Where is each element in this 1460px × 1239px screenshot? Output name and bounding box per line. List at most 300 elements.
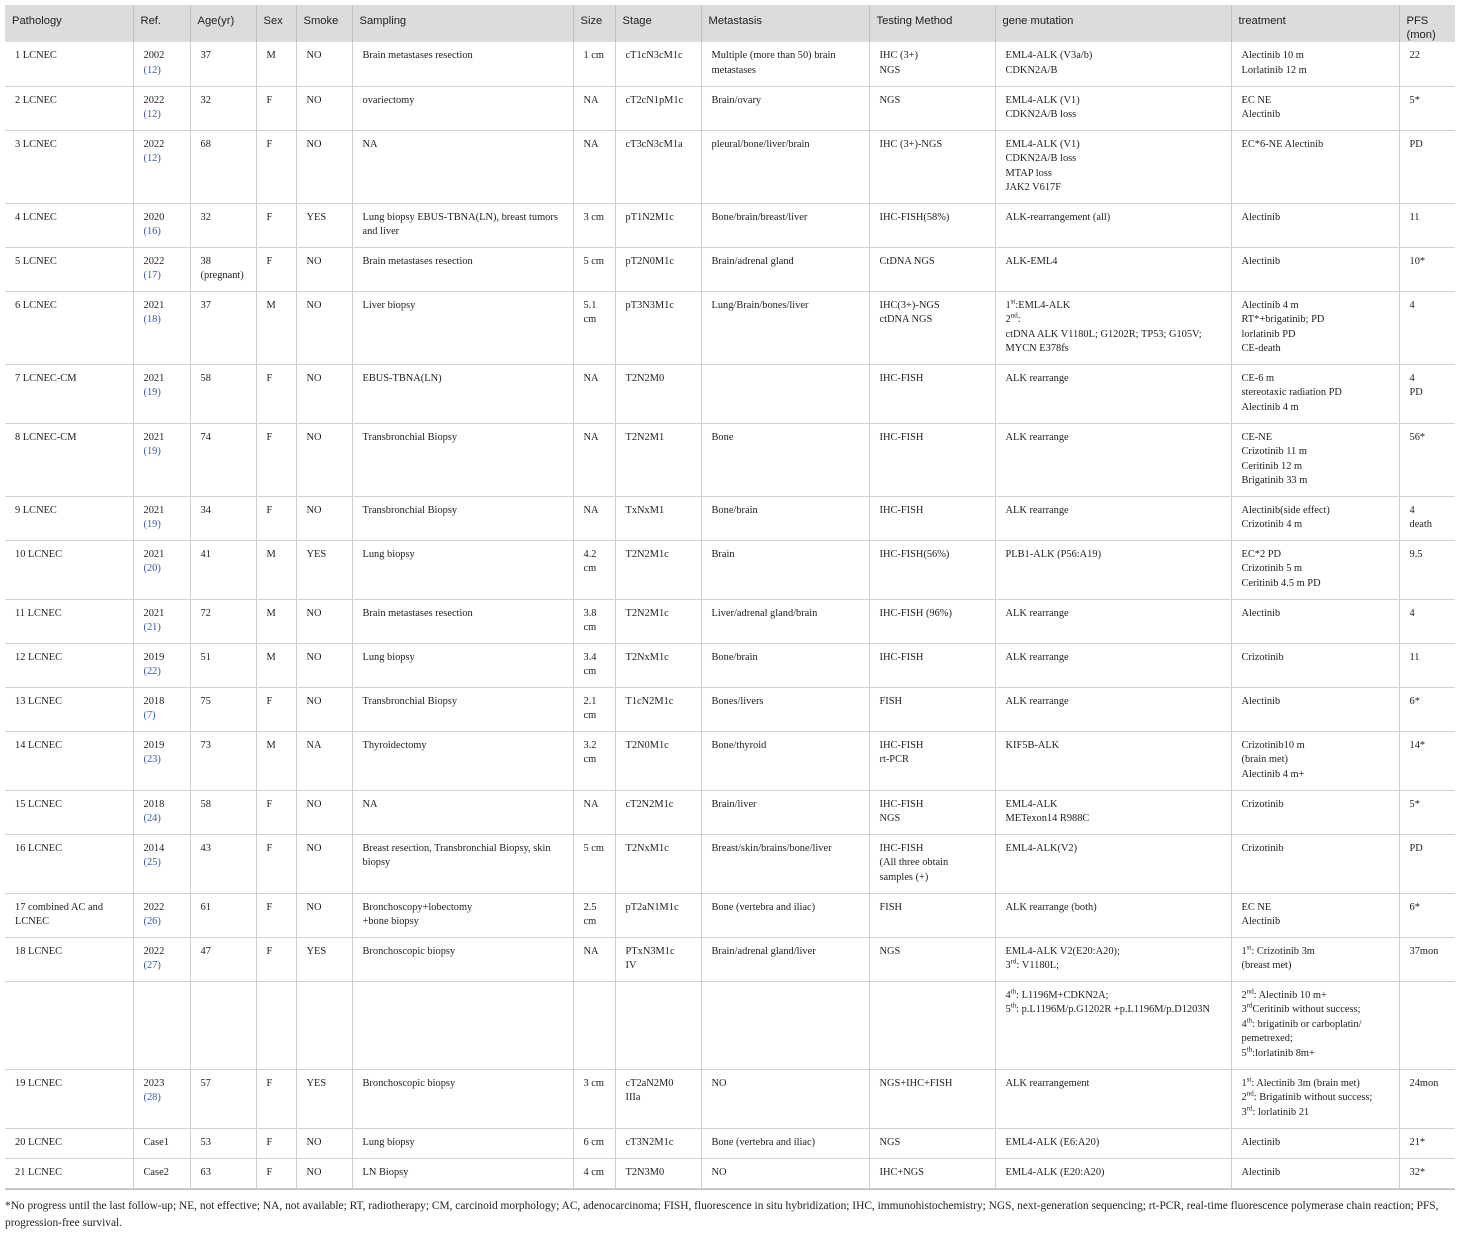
cell-age: 41 [190,540,256,599]
cell-gene: ALK rearrange [995,364,1231,423]
table-row [5,130,1455,203]
cell-treatment: Alectinib [1231,1158,1399,1188]
cell-age: 32 [190,203,256,247]
ref-year: 2018 [143,695,165,707]
cell-treatment: Crizotinib [1231,834,1399,893]
cell-treatment: Alectinib [1231,1128,1399,1158]
cell-pathology: 3 LCNEC [5,130,133,203]
cell-pfs: 10* [1399,247,1455,291]
cell-sampling: Breast resection, Transbronchial Biopsy, skin biopsy [352,834,573,893]
cell-gene: EML4-ALK V2(E20:A20); 3rd: V1180L; [995,937,1231,981]
table-row [5,1158,1455,1188]
cell-size: 6 cm [573,1128,615,1158]
table-row [5,86,1455,130]
cell-testing: IHC-FISH NGS [869,790,995,834]
ref-citation-link[interactable]: (18) [143,314,161,326]
header-pfs: PFS (mon) [1399,5,1455,42]
ref-citation-link[interactable]: (19) [143,519,161,531]
cell-gene: ALK rearrange [995,599,1231,643]
cell-testing: IHC-FISH (All three obtain samples (+) [869,834,995,893]
cell-ref [133,893,190,937]
cell-smoke: NO [296,790,352,834]
cell-treatment: 2nd: Alectinib 10 m+ 3rdCeritinib without success; 4th: brigatinib or carboplatin/ pemetrexed; 5th:lorlatinib 8m+ [1231,981,1399,1069]
ref-citation-link[interactable]: (24) [143,813,161,825]
ref-year: 2002 [143,50,165,61]
cell-pfs: 5* [1399,790,1455,834]
cell-age: 72 [190,599,256,643]
cell-stage: cT2aN2M0 IIIa [615,1069,701,1128]
cell-stage: T2N2M1 [615,423,701,496]
cell-stage: pT2N0M1c [615,247,701,291]
cell-age: 74 [190,423,256,496]
cell-sex: F [256,834,296,893]
cell-age: 68 [190,130,256,203]
table-row [5,291,1455,364]
cell-pathology: 4 LCNEC [5,203,133,247]
ref-year: 2019 [143,739,165,751]
ref-citation-link[interactable]: (16) [143,226,161,238]
cell-ref [133,834,190,893]
cell-pfs: 6* [1399,687,1455,731]
cell-age: 61 [190,893,256,937]
header-treatment: treatment [1231,5,1399,42]
header-metastasis: Metastasis [701,5,869,42]
cell-sex: F [256,364,296,423]
cell-age: 63 [190,1158,256,1188]
cell-size: 3.4 cm [573,643,615,687]
cell-testing: NGS+IHC+FISH [869,1069,995,1128]
header-size: Size [573,5,615,42]
cell-treatment: EC*6-NE Alectinib [1231,130,1399,203]
cell-ref [133,86,190,130]
table-container [5,5,1455,1232]
cell-ref [133,981,190,1069]
cell-pathology: 1 LCNEC [5,42,133,86]
header-pathology: Pathology [5,5,133,42]
cell-sex: F [256,130,296,203]
ref-year: 2023 [143,1077,165,1089]
cell-age: 47 [190,937,256,981]
cell-smoke: NO [296,291,352,364]
ref-citation-link[interactable]: (19) [143,446,161,458]
cell-sex: M [256,540,296,599]
table-row [5,937,1455,981]
cell-smoke: NO [296,247,352,291]
cell-treatment: Alectinib [1231,599,1399,643]
header-testing-method: Testing Method [869,5,995,42]
cell-gene: PLB1-ALK (P56:A19) [995,540,1231,599]
cell-size: 3.8 cm [573,599,615,643]
ref-citation-link[interactable]: (26) [143,916,161,928]
ref-year: 2022 [143,945,165,957]
cell-pathology: 11 LCNEC [5,599,133,643]
cell-age: 34 [190,496,256,540]
cell-stage: T1cN2M1c [615,687,701,731]
cell-age: 37 [190,291,256,364]
table-row [5,423,1455,496]
table-row [5,834,1455,893]
cell-ref [133,643,190,687]
cell-smoke: YES [296,203,352,247]
cell-ref [133,247,190,291]
cell-sampling: Transbronchial Biopsy [352,687,573,731]
cell-pfs: 4 [1399,599,1455,643]
cell-metastasis: Multiple (more than 50) brain metastases [701,42,869,86]
cell-smoke: NO [296,423,352,496]
cell-size: 4 cm [573,1158,615,1188]
cell-sampling [352,981,573,1069]
cell-pathology: 8 LCNEC-CM [5,423,133,496]
cell-pfs: 37mon [1399,937,1455,981]
ref-citation-link[interactable]: (12) [143,109,161,121]
cell-size: 5.1 cm [573,291,615,364]
ref-citation-link[interactable]: (27) [143,960,161,972]
ref-year: 2021 [143,372,165,384]
cell-testing: FISH [869,893,995,937]
cell-sampling: Brain metastases resection [352,42,573,86]
cell-metastasis: Lung/Brain/bones/liver [701,291,869,364]
cell-stage: T2N2M0 [615,364,701,423]
cell-gene: EML4-ALK (V3a/b) CDKN2A/B [995,42,1231,86]
cell-sampling: Liver biopsy [352,291,573,364]
table-row [5,540,1455,599]
cell-smoke: YES [296,937,352,981]
cell-smoke: YES [296,1069,352,1128]
cell-sex: F [256,1158,296,1188]
cell-pathology: 15 LCNEC [5,790,133,834]
cell-treatment: EC NE Alectinib [1231,893,1399,937]
cell-gene: EML4-ALK (V1) CDKN2A/B loss MTAP loss JAK2 V617F [995,130,1231,203]
cell-pathology [5,981,133,1069]
cell-size: 3.2 cm [573,731,615,790]
cell-testing: IHC (3+)-NGS [869,130,995,203]
ref-year: 2022 [143,94,165,106]
table-row [5,599,1455,643]
cell-pathology: 5 LCNEC [5,247,133,291]
table-row [5,42,1455,86]
cell-metastasis: Brain/adrenal gland [701,247,869,291]
cell-smoke: YES [296,540,352,599]
cell-sampling: EBUS-TBNA(LN) [352,364,573,423]
cell-pfs: 9.5 [1399,540,1455,599]
cell-pathology: 10 LCNEC [5,540,133,599]
cell-smoke: NO [296,1128,352,1158]
cell-pfs [1399,981,1455,1069]
cell-metastasis [701,364,869,423]
cell-gene: 1st:EML4-ALK 2nd: ctDNA ALK V1180L; G1202R; TP53; G105V; MYCN E378fs [995,291,1231,364]
cell-pfs: 56* [1399,423,1455,496]
cell-pfs: 5* [1399,86,1455,130]
cell-gene: ALK-rearrangement (all) [995,203,1231,247]
ref-year: 2022 [143,901,165,913]
cell-smoke: NO [296,643,352,687]
ref-citation-link[interactable]: (19) [143,387,161,399]
cell-metastasis: pleural/bone/liver/brain [701,130,869,203]
ref-year: 2018 [143,798,165,810]
cell-sex: F [256,203,296,247]
cell-size: 2.5 cm [573,893,615,937]
cell-metastasis: Bone (vertebra and iliac) [701,1128,869,1158]
table-row [5,203,1455,247]
cell-pathology: 19 LCNEC [5,1069,133,1128]
cell-treatment: Crizotinib10 m (brain met) Alectinib 4 m+ [1231,731,1399,790]
cell-age: 53 [190,1128,256,1158]
cell-testing: IHC-FISH(56%) [869,540,995,599]
cell-testing: IHC-FISH rt-PCR [869,731,995,790]
cell-testing: IHC-FISH [869,643,995,687]
cell-size: 3 cm [573,1069,615,1128]
cell-size: NA [573,790,615,834]
cell-ref [133,130,190,203]
cell-treatment: EC*2 PD Crizotinib 5 m Ceritinib 4.5 m PD [1231,540,1399,599]
cell-testing: IHC-FISH [869,423,995,496]
cell-sampling: Transbronchial Biopsy [352,496,573,540]
cell-ref [133,203,190,247]
ref-citation-link[interactable]: (7) [143,710,156,722]
cell-sampling: ovariectomy [352,86,573,130]
cell-sex: M [256,643,296,687]
cell-smoke: NO [296,599,352,643]
cell-gene: ALK rearrangement [995,1069,1231,1128]
cell-ref [133,42,190,86]
cell-smoke: NO [296,496,352,540]
table-row [5,496,1455,540]
header-age: Age(yr) [190,5,256,42]
cell-pathology: 12 LCNEC [5,643,133,687]
cell-ref [133,364,190,423]
cell-testing: NGS [869,1128,995,1158]
cell-pfs: 4 PD [1399,364,1455,423]
cell-metastasis: Bone/thyroid [701,731,869,790]
cell-testing: CtDNA NGS [869,247,995,291]
cell-stage: T2N0M1c [615,731,701,790]
cell-sex: F [256,86,296,130]
cell-treatment: Alectinib [1231,247,1399,291]
cell-metastasis [701,981,869,1069]
cell-metastasis: Bone/brain [701,643,869,687]
cell-age: 75 [190,687,256,731]
cell-size: NA [573,423,615,496]
cell-pfs: 4 death [1399,496,1455,540]
ref-year: 2022 [143,138,165,150]
cell-smoke: NA [296,731,352,790]
cell-treatment: Alectinib [1231,203,1399,247]
cell-ref [133,937,190,981]
cell-size: NA [573,86,615,130]
cell-sampling: Lung biopsy [352,643,573,687]
cell-age: 43 [190,834,256,893]
cell-gene: ALK rearrange [995,423,1231,496]
ref-citation-link[interactable]: (28) [143,1092,161,1104]
cell-gene: EML4-ALK (E20:A20) [995,1158,1231,1188]
cell-smoke: NO [296,834,352,893]
table-row [5,731,1455,790]
cell-pfs: 4 [1399,291,1455,364]
cell-ref [133,790,190,834]
cell-sampling: Thyroidectomy [352,731,573,790]
cell-pfs: 32* [1399,1158,1455,1188]
cell-ref [133,423,190,496]
cell-pathology: 18 LCNEC [5,937,133,981]
cell-gene: KIF5B-ALK [995,731,1231,790]
cell-testing [869,981,995,1069]
ref-citation-link[interactable]: (22) [143,666,161,678]
cell-size: 5 cm [573,834,615,893]
cell-ref [133,731,190,790]
cell-pathology: 16 LCNEC [5,834,133,893]
cell-smoke: NO [296,1158,352,1188]
cell-sex: F [256,893,296,937]
cell-size: 2.1 cm [573,687,615,731]
cell-age: 38 (pregnant) [190,247,256,291]
cell-treatment: CE-6 m stereotaxic radiation PD Alectinib 4 m [1231,364,1399,423]
cell-testing: IHC+NGS [869,1158,995,1188]
cell-gene: ALK rearrange [995,643,1231,687]
cell-stage: T2N2M1c [615,599,701,643]
cell-sex: F [256,423,296,496]
ref-citation-link[interactable]: (20) [143,563,161,575]
cell-sex: F [256,1128,296,1158]
ref-year: 2022 [143,255,165,267]
cell-size [573,981,615,1069]
cell-gene: EML4-ALK (E6:A20) [995,1128,1231,1158]
cell-age [190,981,256,1069]
cell-pathology: 21 LCNEC [5,1158,133,1188]
cell-testing: IHC(3+)-NGS ctDNA NGS [869,291,995,364]
cell-stage [615,981,701,1069]
cell-stage: cT1cN3cM1c [615,42,701,86]
cell-sampling: LN Biopsy [352,1158,573,1188]
cell-treatment: 1st: Crizotinib 3m (breast met) [1231,937,1399,981]
cell-stage: T2N2M1c [615,540,701,599]
cell-metastasis: NO [701,1158,869,1188]
ref-citation-link[interactable]: (21) [143,622,161,634]
cell-sex: F [256,937,296,981]
cell-pathology: 6 LCNEC [5,291,133,364]
cell-metastasis: Bone/brain/breast/liver [701,203,869,247]
cell-smoke: NO [296,130,352,203]
ref-year: 2020 [143,211,165,223]
cell-treatment: CE-NE Crizotinib 11 m Ceritinib 12 m Brigatinib 33 m [1231,423,1399,496]
cell-testing: NGS [869,937,995,981]
cell-metastasis: Brain [701,540,869,599]
cell-size: 1 cm [573,42,615,86]
table-row [5,247,1455,291]
table-body [5,42,1455,1188]
case-table [5,5,1455,1189]
cell-stage: T2NxM1c [615,643,701,687]
cell-ref [133,687,190,731]
cell-smoke: NO [296,687,352,731]
cell-pathology: 2 LCNEC [5,86,133,130]
cell-pfs: 22 [1399,42,1455,86]
cell-testing: IHC-FISH(58%) [869,203,995,247]
cell-sex: F [256,247,296,291]
cell-pfs: 21* [1399,1128,1455,1158]
cell-metastasis: Bone [701,423,869,496]
cell-size: 3 cm [573,203,615,247]
ref-citation-link[interactable]: (12) [143,64,161,76]
ref-year: 2021 [143,548,165,560]
cell-stage: pT2aN1M1c [615,893,701,937]
cell-pfs: 24mon [1399,1069,1455,1128]
cell-stage: TxNxM1 [615,496,701,540]
cell-stage: T2NxM1c [615,834,701,893]
table-row [5,893,1455,937]
cell-pathology: 20 LCNEC [5,1128,133,1158]
header-ref: Ref. [133,5,190,42]
cell-pathology: 7 LCNEC-CM [5,364,133,423]
cell-metastasis: Bone (vertebra and iliac) [701,893,869,937]
cell-sampling: Bronchoscopic biopsy [352,1069,573,1128]
cell-ref [133,291,190,364]
cell-sampling: Transbronchial Biopsy [352,423,573,496]
table-row [5,687,1455,731]
cell-stage: PTxN3M1c IV [615,937,701,981]
cell-treatment: Crizotinib [1231,643,1399,687]
cell-stage: cT3N2M1c [615,1128,701,1158]
cell-gene: ALK rearrange (both) [995,893,1231,937]
cell-age: 57 [190,1069,256,1128]
cell-testing: IHC-FISH (96%) [869,599,995,643]
ref-citation-link[interactable]: (17) [143,270,161,282]
cell-metastasis: Brain/ovary [701,86,869,130]
cell-ref [133,496,190,540]
ref-year: 2021 [143,431,165,443]
cell-metastasis: NO [701,1069,869,1128]
cell-gene: ALK-EML4 [995,247,1231,291]
ref-citation-link[interactable]: (12) [143,153,161,165]
ref-citation-link[interactable]: (23) [143,754,161,766]
cell-testing: IHC-FISH [869,496,995,540]
header-smoke: Smoke [296,5,352,42]
header-row [5,5,1455,42]
cell-age: 73 [190,731,256,790]
cell-sampling: Brain metastases resection [352,599,573,643]
cell-smoke: NO [296,893,352,937]
cell-gene: ALK rearrange [995,496,1231,540]
ref-citation-link[interactable]: (25) [143,857,161,869]
cell-treatment: Alectinib 10 m Lorlatinib 12 m [1231,42,1399,86]
cell-size: NA [573,130,615,203]
table-row [5,643,1455,687]
table-row [5,364,1455,423]
cell-testing: IHC-FISH [869,364,995,423]
cell-sampling: Brain metastases resection [352,247,573,291]
cell-size: 4.2 cm [573,540,615,599]
cell-pfs: PD [1399,834,1455,893]
cell-testing: IHC (3+) NGS [869,42,995,86]
cell-age: 37 [190,42,256,86]
table-row [5,1069,1455,1128]
cell-metastasis: Brain/liver [701,790,869,834]
cell-sampling: NA [352,790,573,834]
cell-pfs: 11 [1399,203,1455,247]
cell-sampling: Lung biopsy EBUS-TBNA(LN), breast tumors and liver [352,203,573,247]
cell-gene: EML4-ALK (V1) CDKN2A/B loss [995,86,1231,130]
cell-pathology: 14 LCNEC [5,731,133,790]
table-row [5,981,1455,1069]
cell-smoke [296,981,352,1069]
cell-treatment: Crizotinib [1231,790,1399,834]
ref-year: Case2 [143,1166,169,1178]
cell-treatment: Alectinib 4 m RT*+brigatinib; PD lorlatinib PD CE-death [1231,291,1399,364]
cell-sampling: Lung biopsy [352,1128,573,1158]
header-sex: Sex [256,5,296,42]
cell-gene: ALK rearrange [995,687,1231,731]
cell-treatment: EC NE Alectinib [1231,86,1399,130]
cell-sex: F [256,687,296,731]
